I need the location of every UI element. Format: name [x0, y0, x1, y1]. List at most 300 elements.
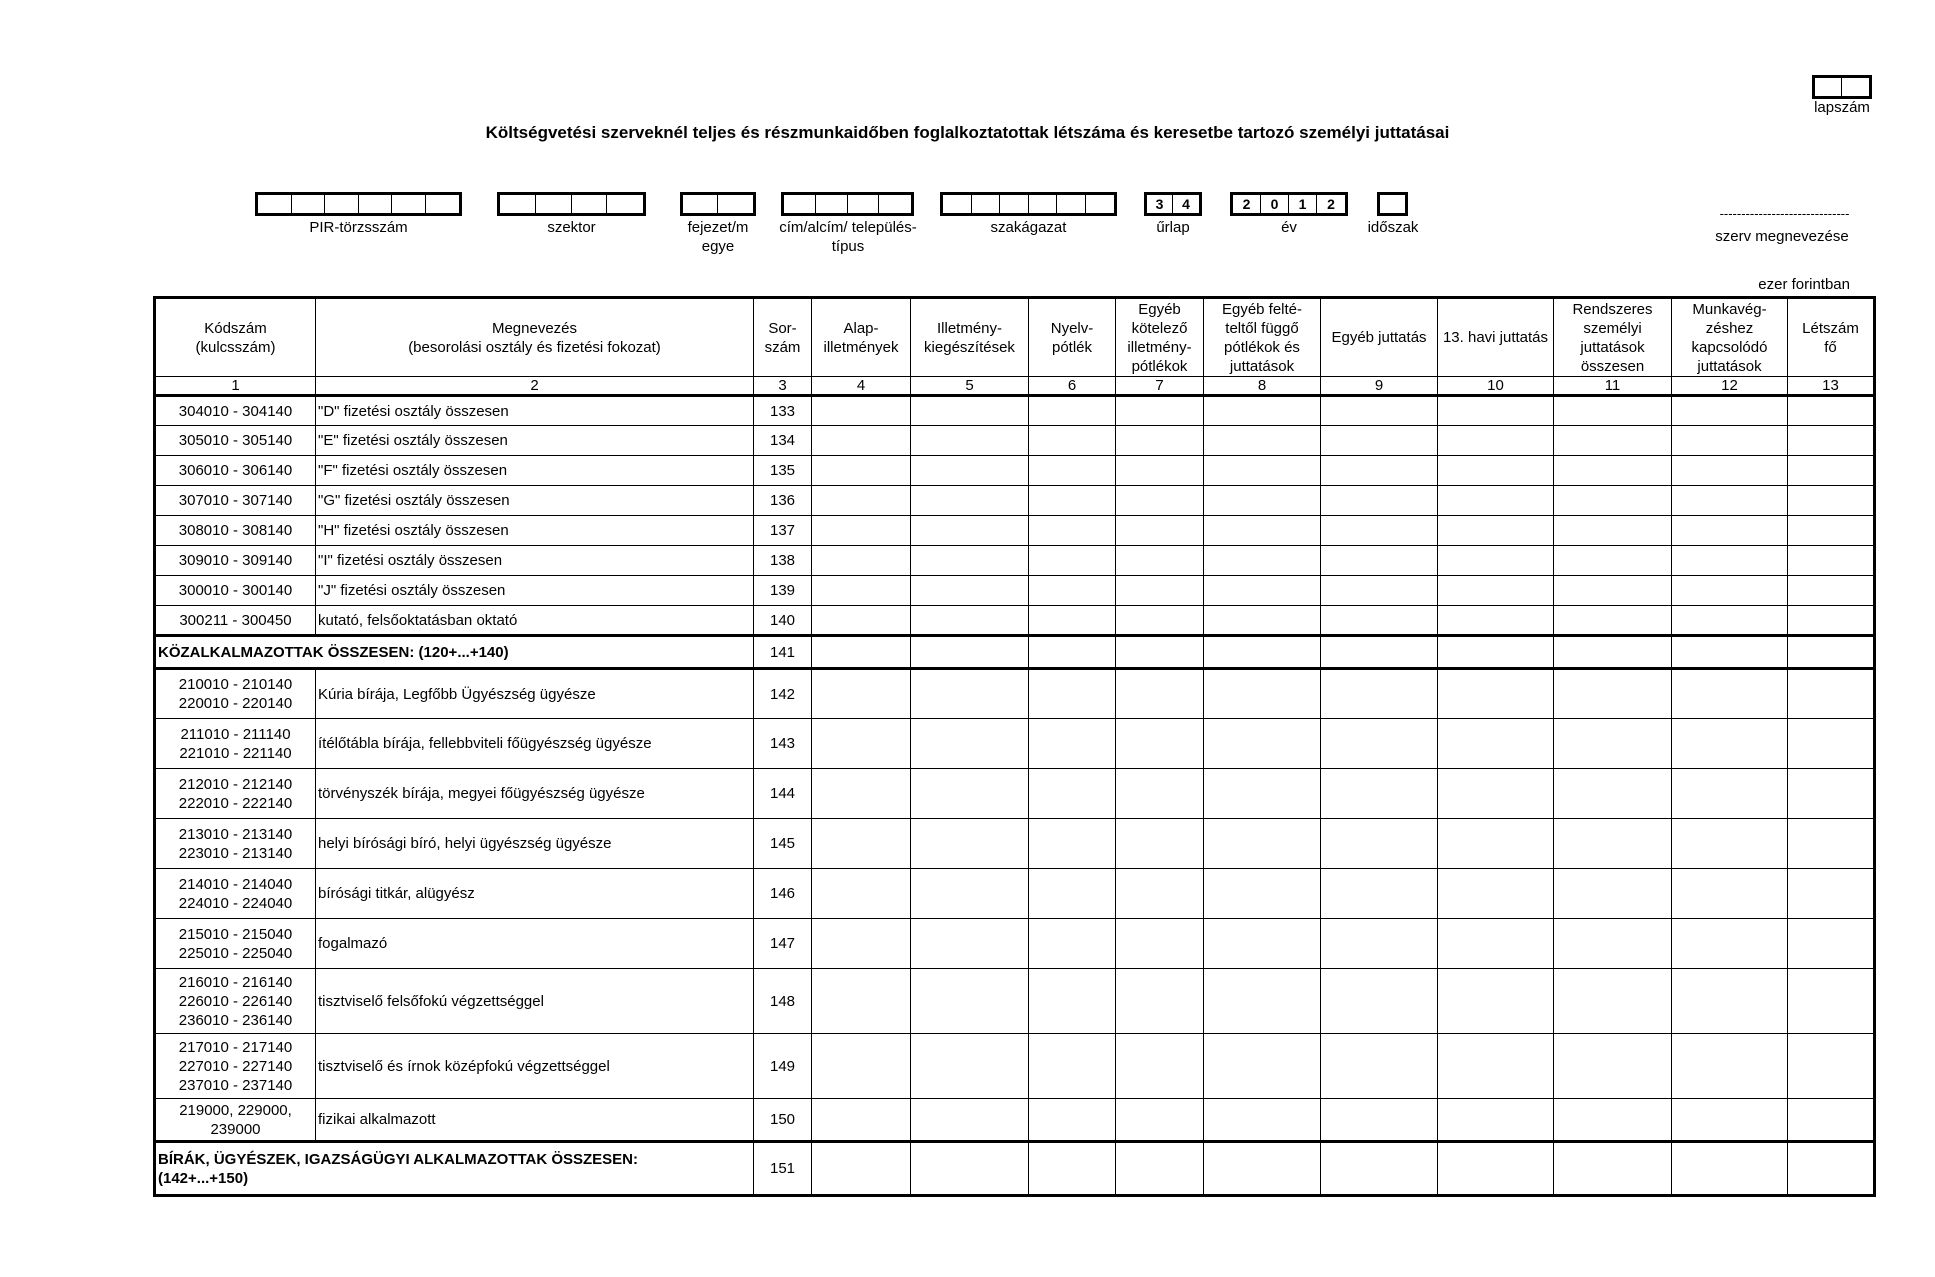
header-field-cell[interactable] [1000, 195, 1029, 213]
lapszam-label: lapszám [1814, 99, 1870, 116]
code-cell: 308010 - 308140 [155, 516, 316, 546]
value-input-cell[interactable] [1554, 546, 1672, 576]
value-input-cell[interactable] [1672, 426, 1788, 456]
value-input-cell[interactable] [1116, 669, 1204, 719]
header-field-cell[interactable] [426, 195, 460, 213]
value-input-cell[interactable] [911, 769, 1029, 819]
value-input-cell[interactable] [1029, 546, 1116, 576]
value-input-cell[interactable] [1438, 606, 1554, 636]
value-input-cell[interactable] [1672, 516, 1788, 546]
value-input-cell[interactable] [1116, 636, 1204, 669]
value-input-cell[interactable] [1204, 636, 1321, 669]
value-input-cell[interactable] [1554, 819, 1672, 869]
code-cell: 210010 - 210140 220010 - 220140 [155, 669, 316, 719]
column-header: Alap- illetmények [812, 298, 911, 377]
value-input-cell[interactable] [1321, 869, 1438, 919]
value-input-cell[interactable] [1116, 1142, 1204, 1196]
value-input-cell[interactable] [1438, 1034, 1554, 1099]
value-input-cell[interactable] [1029, 606, 1116, 636]
value-input-cell[interactable] [812, 1099, 911, 1142]
value-input-cell[interactable] [1554, 1142, 1672, 1196]
table-row [155, 669, 1875, 719]
value-input-cell[interactable] [812, 426, 911, 456]
value-input-cell[interactable] [1029, 1034, 1116, 1099]
name-cell: tisztviselő és írnok középfokú végzettséggel [316, 1034, 754, 1099]
value-input-cell[interactable] [1788, 1099, 1875, 1142]
sorszam-cell: 144 [754, 769, 812, 819]
value-input-cell[interactable] [911, 1142, 1029, 1196]
value-input-cell[interactable] [1438, 1099, 1554, 1142]
table-row [155, 396, 1875, 426]
header-field-cell[interactable]: 2 [1327, 196, 1335, 212]
value-input-cell[interactable] [1204, 606, 1321, 636]
value-input-cell[interactable] [1438, 719, 1554, 769]
value-input-cell[interactable] [1438, 516, 1554, 546]
value-input-cell[interactable] [1204, 456, 1321, 486]
value-input-cell[interactable] [812, 606, 911, 636]
value-input-cell[interactable] [1554, 606, 1672, 636]
value-input-cell[interactable] [1204, 426, 1321, 456]
value-input-cell[interactable] [911, 576, 1029, 606]
value-input-cell[interactable] [1029, 669, 1116, 719]
value-input-cell[interactable] [1321, 396, 1438, 426]
value-input-cell[interactable] [1029, 719, 1116, 769]
name-cell: fizikai alkalmazott [316, 1099, 754, 1142]
value-input-cell[interactable] [1788, 1142, 1875, 1196]
value-input-cell[interactable] [812, 969, 911, 1034]
value-input-cell[interactable] [911, 516, 1029, 546]
value-input-cell[interactable] [911, 1034, 1029, 1099]
value-input-cell[interactable] [1116, 769, 1204, 819]
value-input-cell[interactable] [911, 636, 1029, 669]
value-input-cell[interactable] [1204, 819, 1321, 869]
column-number: 10 [1438, 377, 1554, 396]
value-input-cell[interactable] [1788, 576, 1875, 606]
value-input-cell[interactable] [1788, 606, 1875, 636]
value-input-cell[interactable] [1321, 576, 1438, 606]
sorszam-cell: 139 [754, 576, 812, 606]
value-input-cell[interactable] [1029, 396, 1116, 426]
header-field-box[interactable] [1230, 192, 1348, 216]
value-input-cell[interactable] [1116, 1099, 1204, 1142]
value-input-cell[interactable] [1204, 1034, 1321, 1099]
value-input-cell[interactable] [1672, 669, 1788, 719]
value-input-cell[interactable] [1554, 719, 1672, 769]
code-cell: 213010 - 213140 223010 - 213140 [155, 819, 316, 869]
value-input-cell[interactable] [1672, 456, 1788, 486]
value-input-cell[interactable] [1321, 546, 1438, 576]
value-input-cell[interactable] [1029, 1142, 1116, 1196]
currency-note: ezer forintban [1758, 276, 1850, 293]
header-field-label: PIR-törzsszám [309, 219, 408, 236]
column-number: 4 [812, 377, 911, 396]
table-row [155, 919, 1875, 969]
column-header: Munkavég- zéshez kapcsolódó juttatások [1672, 298, 1788, 377]
table-row [155, 719, 1875, 769]
value-input-cell[interactable] [812, 919, 911, 969]
value-input-cell[interactable] [1321, 606, 1438, 636]
value-input-cell[interactable] [1554, 1034, 1672, 1099]
value-input-cell[interactable] [812, 636, 911, 669]
value-input-cell[interactable] [911, 869, 1029, 919]
header-field-cell[interactable] [816, 195, 848, 213]
value-input-cell[interactable] [1321, 516, 1438, 546]
value-input-cell[interactable] [1116, 426, 1204, 456]
value-input-cell[interactable] [1029, 576, 1116, 606]
code-cell: 304010 - 304140 [155, 396, 316, 426]
table-row [155, 516, 1875, 546]
value-input-cell[interactable] [1116, 819, 1204, 869]
value-input-cell[interactable] [1554, 1099, 1672, 1142]
value-input-cell[interactable] [1788, 396, 1875, 426]
sorszam-cell: 135 [754, 456, 812, 486]
value-input-cell[interactable] [1672, 606, 1788, 636]
value-input-cell[interactable] [1116, 396, 1204, 426]
value-input-cell[interactable] [1116, 919, 1204, 969]
value-input-cell[interactable] [1672, 769, 1788, 819]
lapszam-box[interactable] [1812, 75, 1872, 99]
value-input-cell[interactable] [812, 1034, 911, 1099]
value-input-cell[interactable] [812, 1142, 911, 1196]
header-field-cell[interactable] [392, 195, 426, 213]
value-input-cell[interactable] [1788, 546, 1875, 576]
value-input-cell[interactable] [1788, 1034, 1875, 1099]
code-cell: 211010 - 211140 221010 - 221140 [155, 719, 316, 769]
value-input-cell[interactable] [1672, 719, 1788, 769]
value-input-cell[interactable] [1204, 546, 1321, 576]
value-input-cell[interactable] [1116, 1034, 1204, 1099]
header-field-cell[interactable] [359, 195, 393, 213]
value-input-cell[interactable] [1554, 919, 1672, 969]
value-input-cell[interactable] [1029, 969, 1116, 1034]
value-input-cell[interactable] [1672, 819, 1788, 869]
value-input-cell[interactable] [812, 869, 911, 919]
sorszam-cell: 142 [754, 669, 812, 719]
value-input-cell[interactable] [911, 719, 1029, 769]
header-field-cell[interactable] [784, 195, 816, 213]
header-field-cell[interactable] [325, 195, 359, 213]
code-cell: 219000, 229000, 239000 [155, 1099, 316, 1142]
value-input-cell[interactable] [1438, 769, 1554, 819]
code-cell: 214010 - 214040 224010 - 224040 [155, 869, 316, 919]
header-field-cell[interactable] [607, 195, 643, 213]
value-input-cell[interactable] [1321, 636, 1438, 669]
value-input-cell[interactable] [1204, 669, 1321, 719]
column-header: Nyelv- pótlék [1029, 298, 1116, 377]
header-field-cell[interactable] [879, 195, 911, 213]
column-header: Megnevezés (besorolási osztály és fizetési fokozat) [316, 298, 754, 377]
value-input-cell[interactable] [1554, 426, 1672, 456]
header-field-cell[interactable] [572, 195, 608, 213]
header-field-cell[interactable] [536, 195, 572, 213]
value-input-cell[interactable] [1116, 869, 1204, 919]
value-input-cell[interactable] [1672, 1034, 1788, 1099]
name-cell: "D" fizetési osztály összesen [316, 396, 754, 426]
value-input-cell[interactable] [812, 576, 911, 606]
value-input-cell[interactable] [1029, 1099, 1116, 1142]
value-input-cell[interactable] [1554, 396, 1672, 426]
total-row [155, 636, 1875, 669]
value-input-cell[interactable] [1321, 426, 1438, 456]
value-input-cell[interactable] [1321, 1099, 1438, 1142]
value-input-cell[interactable] [1672, 636, 1788, 669]
header-field-cell[interactable] [1380, 195, 1405, 213]
value-input-cell[interactable] [1204, 1142, 1321, 1196]
sorszam-cell: 146 [754, 869, 812, 919]
header-field-label: időszak [1367, 219, 1419, 236]
value-input-cell[interactable] [812, 546, 911, 576]
sorszam-cell: 149 [754, 1034, 812, 1099]
value-input-cell[interactable] [1438, 969, 1554, 1034]
value-input-cell[interactable] [1554, 636, 1672, 669]
value-input-cell[interactable] [1554, 576, 1672, 606]
header-field-cell[interactable]: 0 [1261, 195, 1289, 213]
value-input-cell[interactable] [1029, 869, 1116, 919]
table-row [155, 1034, 1875, 1099]
header-field-cell[interactable] [292, 195, 326, 213]
value-input-cell[interactable] [911, 546, 1029, 576]
value-input-cell[interactable] [812, 769, 911, 819]
name-cell: "I" fizetési osztály összesen [316, 546, 754, 576]
value-input-cell[interactable] [1029, 636, 1116, 669]
header-field-cell[interactable]: 4 [1182, 196, 1190, 212]
code-cell: 306010 - 306140 [155, 456, 316, 486]
value-input-cell[interactable] [1788, 426, 1875, 456]
header-field-box[interactable] [497, 192, 646, 216]
value-input-cell[interactable] [1438, 456, 1554, 486]
value-input-cell[interactable] [1672, 576, 1788, 606]
sorszam-cell: 133 [754, 396, 812, 426]
sorszam-cell: 151 [754, 1142, 812, 1196]
code-cell: 300211 - 300450 [155, 606, 316, 636]
value-input-cell[interactable] [1554, 456, 1672, 486]
value-input-cell[interactable] [1438, 486, 1554, 516]
table-row [155, 769, 1875, 819]
name-cell: "G" fizetési osztály összesen [316, 486, 754, 516]
value-input-cell[interactable] [1321, 719, 1438, 769]
header-field-box[interactable] [940, 192, 1117, 216]
value-input-cell[interactable] [1438, 669, 1554, 719]
value-input-cell[interactable] [911, 969, 1029, 1034]
name-cell: ítélőtábla bírája, fellebbviteli főügyészség ügyésze [316, 719, 754, 769]
value-input-cell[interactable] [1672, 1099, 1788, 1142]
header-field-cell[interactable] [943, 195, 972, 213]
value-input-cell[interactable] [812, 719, 911, 769]
org-name-label: szerv megnevezése [1715, 228, 1849, 245]
value-input-cell[interactable] [1554, 669, 1672, 719]
value-input-cell[interactable] [1116, 546, 1204, 576]
value-input-cell[interactable] [1204, 719, 1321, 769]
value-input-cell[interactable] [911, 456, 1029, 486]
value-input-cell[interactable] [1788, 819, 1875, 869]
value-input-cell[interactable] [1204, 769, 1321, 819]
value-input-cell[interactable] [1788, 719, 1875, 769]
value-input-cell[interactable] [1788, 516, 1875, 546]
sorszam-cell: 136 [754, 486, 812, 516]
sorszam-cell: 134 [754, 426, 812, 456]
name-cell: "E" fizetési osztály összesen [316, 426, 754, 456]
header-field-cell[interactable] [718, 195, 753, 213]
value-input-cell[interactable] [911, 819, 1029, 869]
value-input-cell[interactable] [1029, 769, 1116, 819]
value-input-cell[interactable] [1029, 819, 1116, 869]
header-field-box[interactable] [680, 192, 756, 216]
value-input-cell[interactable] [1116, 576, 1204, 606]
value-input-cell[interactable] [1321, 769, 1438, 819]
value-input-cell[interactable] [911, 919, 1029, 969]
value-input-cell[interactable] [1204, 969, 1321, 1034]
value-input-cell[interactable] [1788, 456, 1875, 486]
table-row [155, 576, 1875, 606]
value-input-cell[interactable] [911, 426, 1029, 456]
value-input-cell[interactable] [911, 1099, 1029, 1142]
header-field-cell[interactable] [1057, 195, 1086, 213]
value-input-cell[interactable] [1788, 969, 1875, 1034]
value-input-cell[interactable] [812, 516, 911, 546]
sorszam-cell: 140 [754, 606, 812, 636]
sorszam-cell: 148 [754, 969, 812, 1034]
value-input-cell[interactable] [1204, 576, 1321, 606]
header-field-box[interactable] [1377, 192, 1408, 216]
header-field-box[interactable] [255, 192, 462, 216]
value-input-cell[interactable] [1029, 426, 1116, 456]
header-field-cell[interactable] [1086, 195, 1115, 213]
header-field-cell[interactable]: 2 [1233, 195, 1261, 213]
column-header: Egyéb kötelező illetmény- pótlékok [1116, 298, 1204, 377]
value-input-cell[interactable] [1672, 486, 1788, 516]
value-input-cell[interactable] [812, 396, 911, 426]
value-input-cell[interactable] [1204, 396, 1321, 426]
header-field-box[interactable] [781, 192, 914, 216]
value-input-cell[interactable] [1672, 869, 1788, 919]
value-input-cell[interactable] [1204, 1099, 1321, 1142]
value-input-cell[interactable] [1116, 516, 1204, 546]
value-input-cell[interactable] [1788, 869, 1875, 919]
table-row [155, 426, 1875, 456]
page-title: Költségvetési szerveknél teljes és részmunkaidőben foglalkoztatottak létszáma és keresetbe tartozó személyi juttatásai [485, 123, 1450, 142]
table-row [155, 456, 1875, 486]
value-input-cell[interactable] [1788, 919, 1875, 969]
column-header: Illetmény- kiegészítések [911, 298, 1029, 377]
value-input-cell[interactable] [1321, 486, 1438, 516]
header-field-cell[interactable] [500, 195, 536, 213]
header-field-cell[interactable] [683, 195, 718, 213]
name-cell: "F" fizetési osztály összesen [316, 456, 754, 486]
value-input-cell[interactable] [1438, 426, 1554, 456]
value-input-cell[interactable] [1321, 456, 1438, 486]
value-input-cell[interactable] [812, 486, 911, 516]
table-row [155, 546, 1875, 576]
value-input-cell[interactable] [1116, 486, 1204, 516]
value-input-cell[interactable] [1788, 669, 1875, 719]
value-input-cell[interactable] [1438, 1142, 1554, 1196]
value-input-cell[interactable] [1672, 546, 1788, 576]
value-input-cell[interactable] [1204, 486, 1321, 516]
value-input-cell[interactable] [1438, 636, 1554, 669]
header-field-cell[interactable]: 3 [1147, 195, 1173, 213]
value-input-cell[interactable] [1029, 516, 1116, 546]
code-cell: 305010 - 305140 [155, 426, 316, 456]
value-input-cell[interactable] [1321, 919, 1438, 969]
value-input-cell[interactable] [1029, 456, 1116, 486]
value-input-cell[interactable] [1554, 516, 1672, 546]
value-input-cell[interactable] [1672, 919, 1788, 969]
value-input-cell[interactable] [1788, 486, 1875, 516]
header-field-label: űrlap [1156, 219, 1190, 236]
value-input-cell[interactable] [911, 669, 1029, 719]
value-input-cell[interactable] [1672, 969, 1788, 1034]
value-input-cell[interactable] [1029, 919, 1116, 969]
code-cell: 307010 - 307140 [155, 486, 316, 516]
value-input-cell[interactable] [1116, 606, 1204, 636]
value-input-cell[interactable] [1321, 1142, 1438, 1196]
value-input-cell[interactable] [1672, 396, 1788, 426]
value-input-cell[interactable] [1438, 396, 1554, 426]
column-header: Létszám fő [1788, 298, 1875, 377]
header-field-box[interactable] [1144, 192, 1202, 216]
value-input-cell[interactable] [812, 456, 911, 486]
column-header: 13. havi juttatás [1438, 298, 1554, 377]
sorszam-cell: 137 [754, 516, 812, 546]
value-input-cell[interactable] [911, 396, 1029, 426]
value-input-cell[interactable] [1321, 819, 1438, 869]
value-input-cell[interactable] [1554, 486, 1672, 516]
lapszam-cell[interactable] [1815, 78, 1842, 96]
value-input-cell[interactable] [1788, 636, 1875, 669]
lapszam-cell[interactable] [1842, 78, 1869, 96]
table-row [155, 869, 1875, 919]
value-input-cell[interactable] [1321, 969, 1438, 1034]
value-input-cell[interactable] [1116, 719, 1204, 769]
column-number: 7 [1116, 377, 1204, 396]
value-input-cell[interactable] [1672, 1142, 1788, 1196]
value-input-cell[interactable] [1321, 1034, 1438, 1099]
header-field-cell[interactable] [972, 195, 1001, 213]
value-input-cell[interactable] [1204, 516, 1321, 546]
header-field-label: cím/alcím/ település-típus [779, 219, 917, 255]
value-input-cell[interactable] [812, 669, 911, 719]
value-input-cell[interactable] [1438, 919, 1554, 969]
value-input-cell[interactable] [1116, 456, 1204, 486]
value-input-cell[interactable] [911, 486, 1029, 516]
column-number: 11 [1554, 377, 1672, 396]
value-input-cell[interactable] [1438, 869, 1554, 919]
value-input-cell[interactable] [1438, 576, 1554, 606]
value-input-cell[interactable] [1554, 869, 1672, 919]
code-cell: 300010 - 300140 [155, 576, 316, 606]
value-input-cell[interactable] [812, 819, 911, 869]
value-input-cell[interactable] [1204, 919, 1321, 969]
sorszam-cell: 141 [754, 636, 812, 669]
value-input-cell[interactable] [1788, 769, 1875, 819]
value-input-cell[interactable] [1029, 486, 1116, 516]
value-input-cell[interactable] [1321, 669, 1438, 719]
header-field-cell[interactable] [848, 195, 880, 213]
value-input-cell[interactable] [1438, 819, 1554, 869]
value-input-cell[interactable] [1554, 769, 1672, 819]
value-input-cell[interactable] [1116, 969, 1204, 1034]
header-field-cell[interactable] [258, 195, 292, 213]
header-field-cell[interactable] [1029, 195, 1058, 213]
value-input-cell[interactable] [1438, 546, 1554, 576]
value-input-cell[interactable] [1554, 969, 1672, 1034]
value-input-cell[interactable] [911, 606, 1029, 636]
column-header: Rendszeres személyi juttatások összesen [1554, 298, 1672, 377]
header-field-cell[interactable]: 1 [1289, 195, 1317, 213]
sorszam-cell: 147 [754, 919, 812, 969]
value-input-cell[interactable] [1204, 869, 1321, 919]
code-cell: 216010 - 216140 226010 - 226140 236010 - 236140 [155, 969, 316, 1034]
